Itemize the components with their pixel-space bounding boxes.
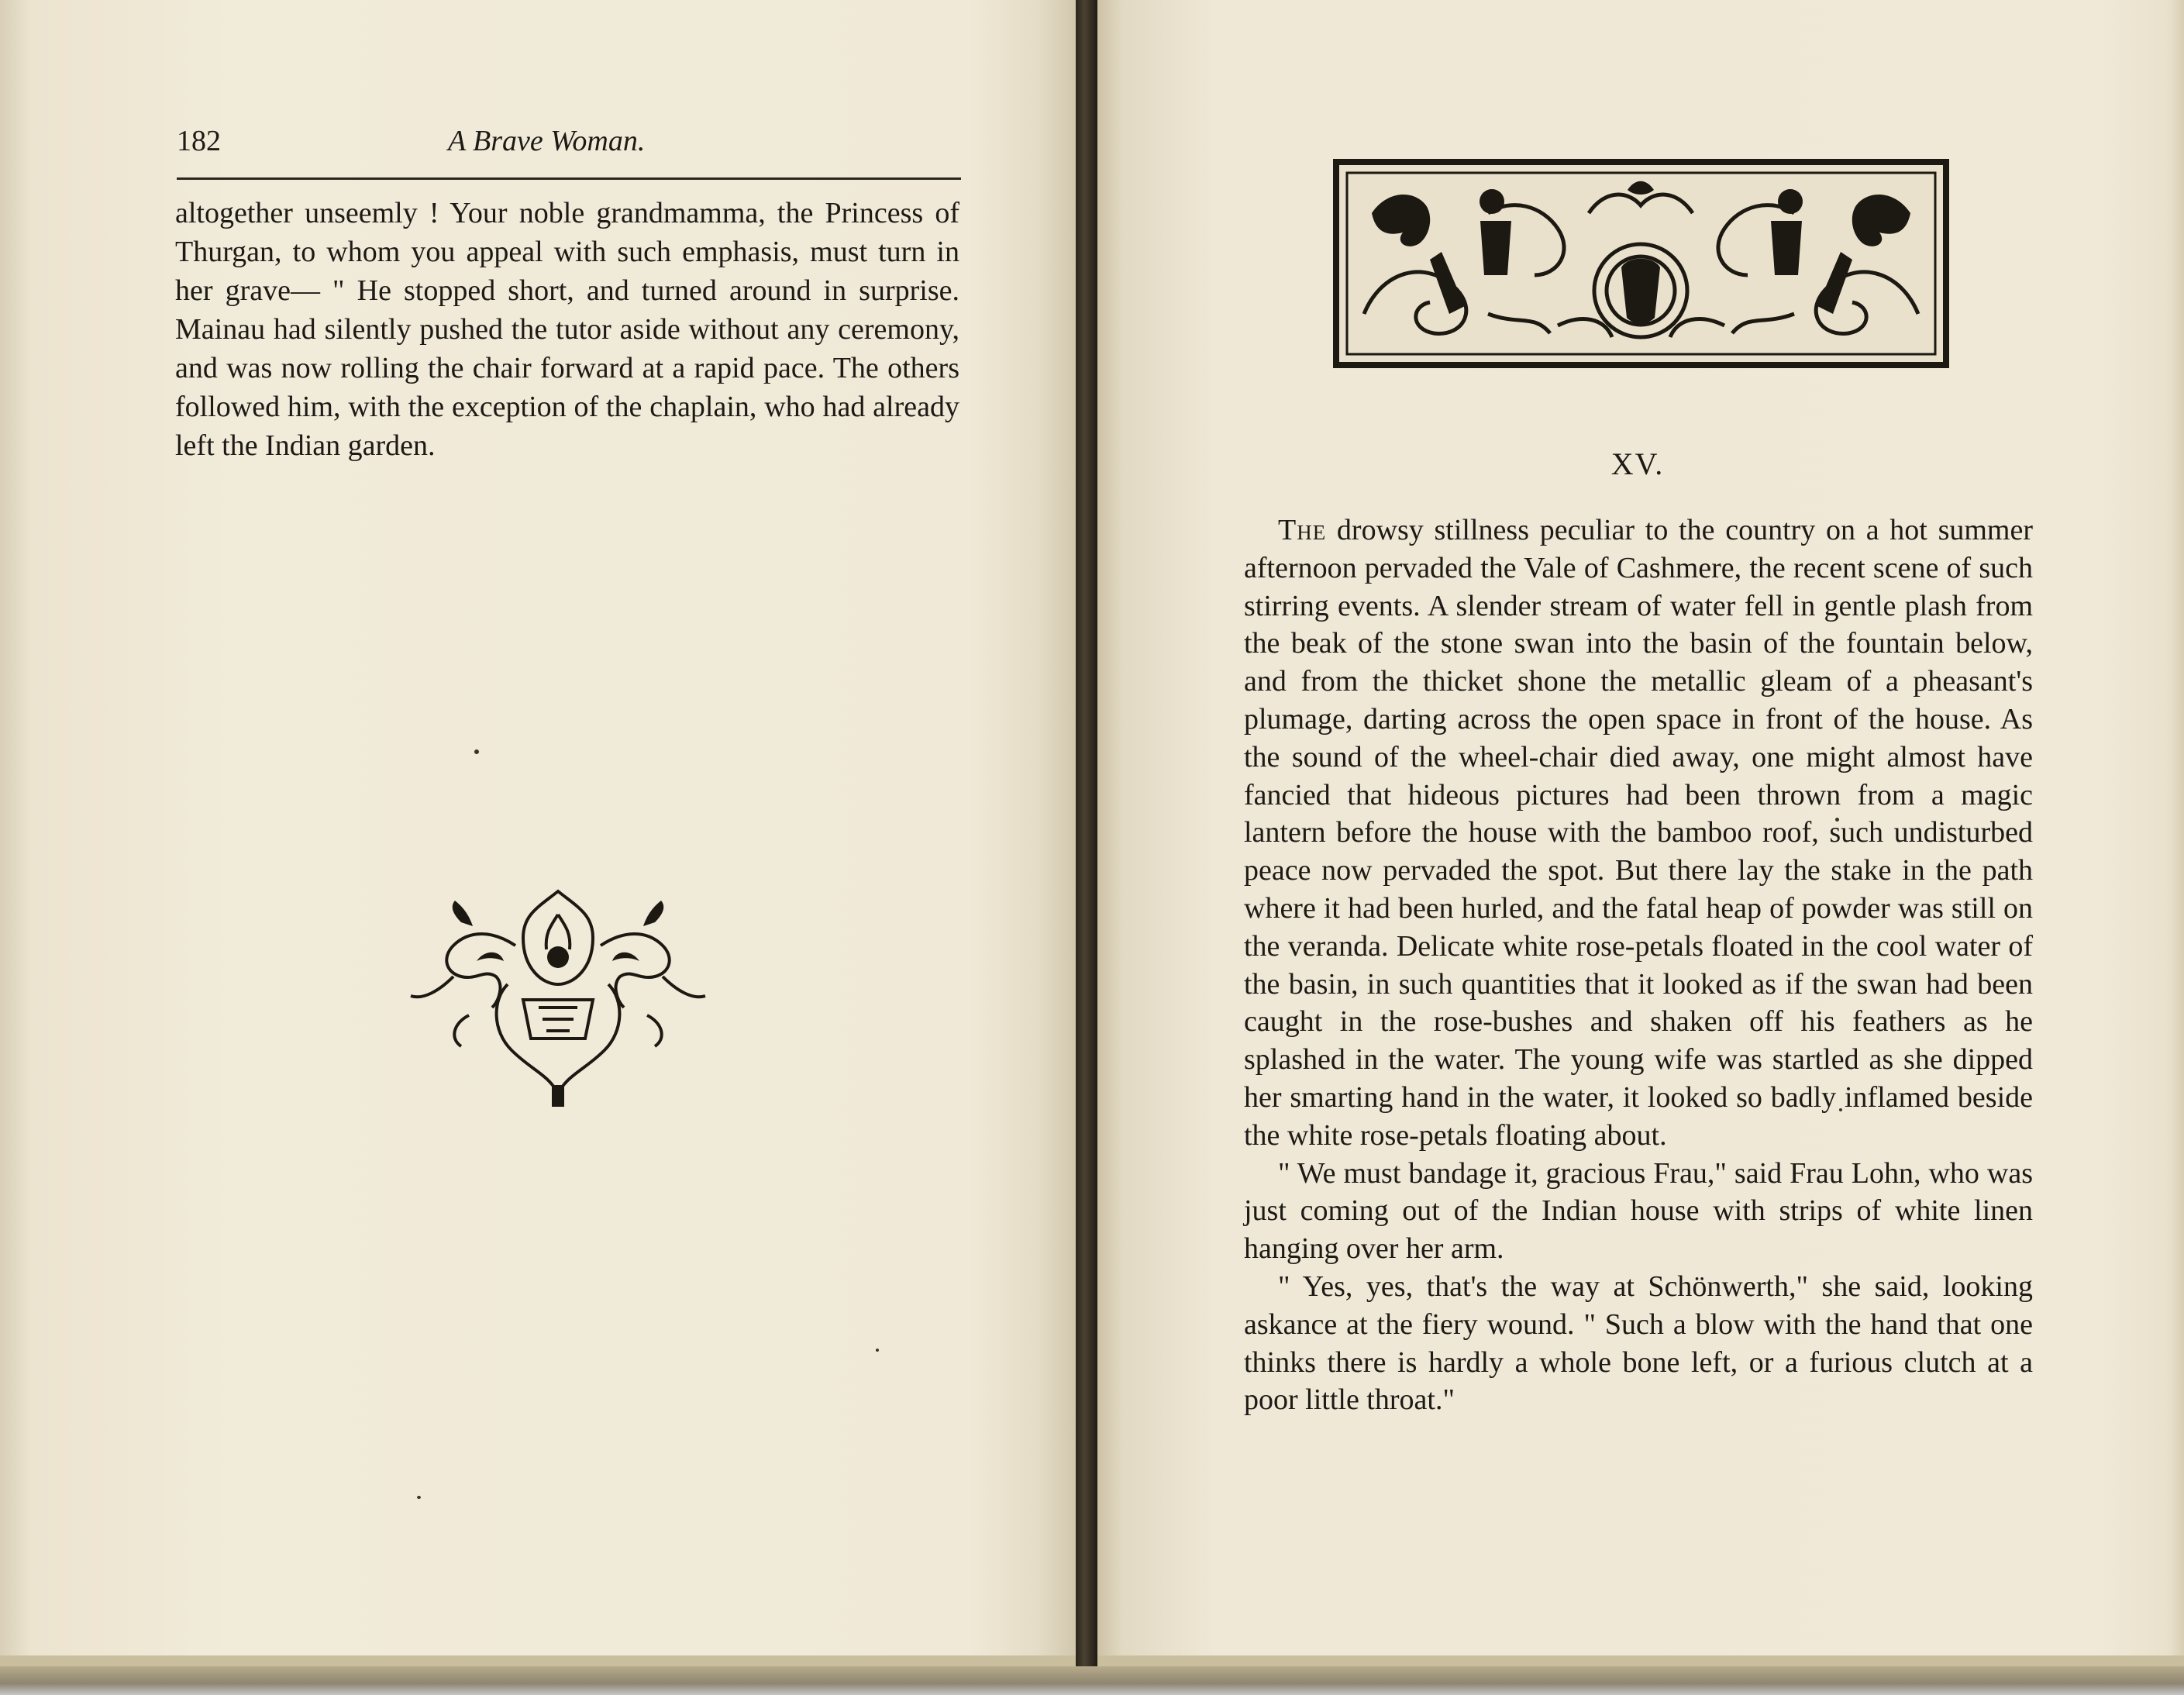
right-page-body [1244, 512, 2033, 1419]
page-number: 182 [177, 125, 221, 157]
paper-speck [876, 1349, 879, 1352]
book-cover-edge [0, 1666, 2184, 1695]
running-head [177, 124, 959, 171]
paper-speck [417, 1496, 421, 1499]
paragraph: altogether unseemly ! Your noble grandmamma, the Princess of Thurgan, to whom you appeal with such emphasis, must turn in her grave— " He stopped short, and turned around in surprise. Mainau had silently pushed the tutor aside without any ceremony, and was now rolling the chair forward at a rapid pace. The others followed him, with the exception of the chaplain, who had already left the Indian garden. [175, 197, 959, 462]
tailpiece-ornament-icon [407, 884, 709, 1108]
paragraph: " Yes, yes, that's the way at Schönwerth," she said, looking askance at the fiery wound. " Such a blow with the hand that one thinks there is hardly a whole bone left, or a furious clutch at a poor little throat." [1244, 1270, 2033, 1417]
paragraph: " We must bandage it, gracious Frau," said Frau Lohn, who was just coming out of the Indian house with strips of white linen hanging over her arm. [1244, 1156, 2033, 1266]
paragraph-text: drowsy stillness peculiar to the country on a hot summer afternoon pervaded the Vale of Cashmere, the recent scene of such stirring events. A slender stream of water fell in gentle plash from the beak of the stone swan into the basin of the fountain below, and from the thicket shone the metallic gleam of a pheasant's plumage, darting across the open space in front of the house. As the sound of the wheel-chair died away, one might almost have fancied that hideous pictures had been thrown from a magic lantern before the house with the bamboo roof, such undisturbed peace now pervaded the spot. But there lay the stake in the path where it had been hurled, and the fatal heap of powder was still on the veranda. Delicate white rose-petals floated in the cool water of the basin, in such quantities that it looked as if the swan had been caught in the rose-bushes and shaken off his feathers as he splashed in the water. The young wife was startled as she dipped her smarting hand in the water, it looked so badly inflamed beside the white rose-petals floating about. [1244, 514, 2033, 1152]
left-page [0, 0, 1081, 1666]
header-rule [177, 177, 961, 180]
left-page-body [175, 194, 959, 465]
paragraph [1244, 512, 2033, 1155]
decorative-headpiece-icon [1333, 159, 1949, 368]
running-title: A Brave Woman. [448, 125, 646, 157]
chapter-heading: XV. [1610, 446, 1665, 481]
paper-speck [474, 749, 479, 754]
book-gutter [1076, 0, 1097, 1695]
lead-word: The [1278, 514, 1327, 546]
